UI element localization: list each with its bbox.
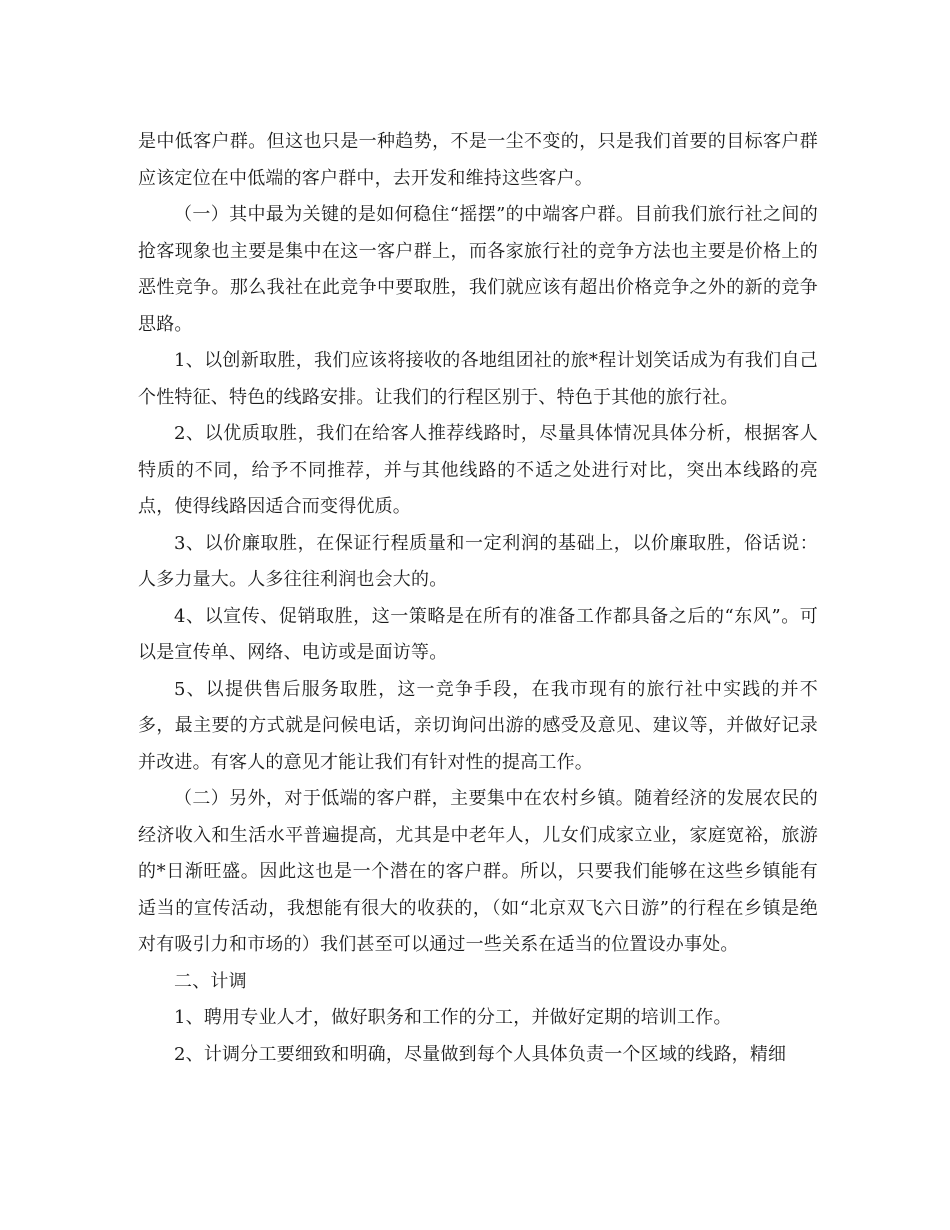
paragraph-7: 5、以提供售后服务取胜，这一竞争手段，在我市现有的旅行社中实践的并不多，最主要的方式就是问候电话，亲切询问出游的感受及意见、建议等，并做好记录并改进。有客人的意见才能让我们有针对性的提高工作。 <box>138 678 818 773</box>
paragraph-1: 是中低客户群。但这也只是一种趋势，不是一尘不变的，只是我们首要的目标客户群应该定位在中低端的客户群中，去开发和维持这些客户。 <box>138 131 818 189</box>
paragraph-9: 1、聘用专业人才，做好职务和工作的分工，并做好定期的培训工作。 <box>174 1007 732 1028</box>
paragraph-10: 2、计调分工要细致和明确，尽量做到每个人具体负责一个区域的线路，精细 <box>174 1043 787 1065</box>
paragraph-2: （一）其中最为关键的是如何稳住“摇摆”的中端客户群。目前我们旅行社之间的抢客现象也主要是集中在这一客户群上，而各家旅行社的竞争方法也主要是价格上的恶性竞争。那么我社在此竞争中要取胜，我们就应该有超出价格竞争之外的新的竞争思路。 <box>138 204 818 335</box>
paragraph-5: 3、以价廉取胜，在保证行程质量和一定利润的基础上，以价廉取胜，俗话说：人多力量大。人多往往利润也会大的。 <box>138 532 818 590</box>
document-body <box>138 124 818 1073</box>
paragraph-6: 4、以宣传、促销取胜，这一策略是在所有的准备工作都具备之后的“东风”。可以是宣传单、网络、电访或是面访等。 <box>138 605 818 663</box>
paragraph-4: 2、以优质取胜，我们在给客人推荐线路时，尽量具体情况具体分析，根据客人特质的不同，给予不同推荐，并与其他线路的不适之处进行对比，突出本线路的亮点，使得线路因适合而变得优质。 <box>138 423 818 517</box>
paragraph-8: （二）另外，对于低端的客户群，主要集中在农村乡镇。随着经济的发展农民的经济收入和生活水平普遍提高，尤其是中老年人，儿女们成家立业，家庭宽裕，旅游的*日渐旺盛。因此这也是一个潜在的客户群。所以，只要我们能够在这些乡镇能有适当的宣传活动，我想能有很大的收获的，（如“北京双飞六日游”的行程在乡镇是绝对有吸引力和市场的）我们甚至可以通过一些关系在适当的位置设办事处。 <box>138 788 818 955</box>
paragraph-3: 1、以创新取胜，我们应该将接收的各地组团社的旅*程计划笑话成为有我们自己个性特征、特色的线路安排。让我们的行程区别于、特色于其他的旅行社。 <box>138 350 818 408</box>
section-heading-jidiao: 二、计调 <box>174 970 247 992</box>
